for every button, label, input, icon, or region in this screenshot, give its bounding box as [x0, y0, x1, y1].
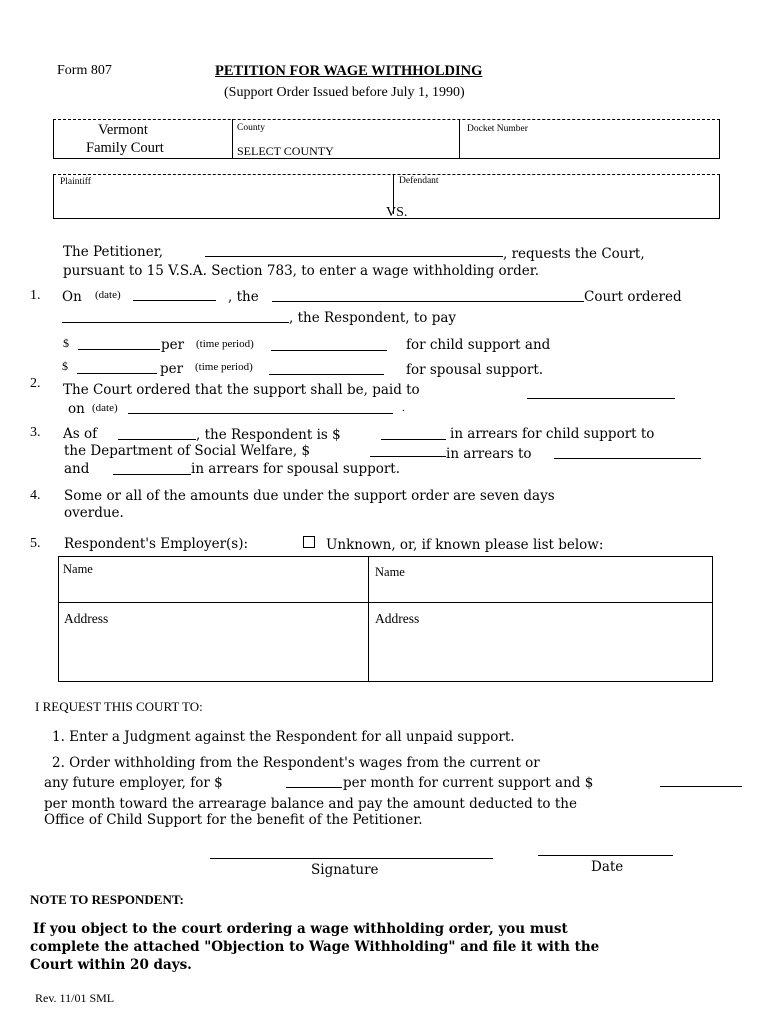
- item-1-per-2: per: [160, 361, 184, 377]
- item-3-amount-2-line: [370, 456, 446, 457]
- item-3-number: 3.: [30, 425, 41, 440]
- item-1-on: On: [62, 289, 82, 305]
- court-box-divider-2: [459, 119, 460, 159]
- item-1-court-line: [272, 301, 584, 302]
- item-3-amount-1-line: [381, 439, 446, 440]
- employer-table-divider-vertical: [368, 556, 369, 682]
- item-1-dollar-2: $: [62, 359, 68, 373]
- item-1-amount-1-line: [78, 349, 160, 350]
- intro-requests-text: , requests the Court,: [503, 246, 645, 262]
- date-field[interactable]: [540, 837, 671, 853]
- arrearage-amount-line: [660, 786, 742, 787]
- signature-label: Signature: [311, 862, 379, 878]
- date-line: [538, 855, 673, 856]
- item-1-time-hint-1: (time period): [196, 338, 254, 350]
- item-1-respondent-to-pay: , the Respondent, to pay: [289, 310, 457, 326]
- employer-1-address-field[interactable]: [64, 630, 364, 676]
- item-3-arrears-spousal-text: in arrears for spousal support.: [191, 461, 401, 477]
- item-3-as-of: As of: [63, 426, 98, 442]
- unknown-employer-checkbox[interactable]: [303, 536, 315, 548]
- petitioner-name-line: [205, 256, 503, 257]
- item-1-the: , the: [228, 289, 259, 305]
- item-1-number: 1.: [30, 288, 41, 303]
- employer-1-name-label: Name: [63, 562, 93, 576]
- employer-table-divider-horizontal: [58, 602, 713, 603]
- item-2-payee-line: [527, 398, 675, 399]
- item-3-in-arrears-to: in arrears to: [446, 446, 532, 462]
- employer-2-address-field[interactable]: [375, 630, 707, 676]
- versus-label: VS.: [386, 205, 408, 220]
- item-1-period-2-line: [269, 374, 384, 375]
- employer-2-address-label: Address: [375, 611, 420, 626]
- item-1-period-1-line: [271, 350, 387, 351]
- county-label: County: [237, 123, 265, 133]
- note-line-1: If you object to the court ordering a wage withholding order, you must: [33, 921, 568, 937]
- docket-number-label: Docket Number: [467, 124, 528, 134]
- item-4-line-1: Some or all of the amounts due under the support order are seven days: [64, 488, 555, 504]
- note-heading: NOTE TO RESPONDENT:: [30, 892, 184, 907]
- item-1-dollar-1: $: [63, 336, 69, 350]
- item-3-as-of-line: [118, 439, 196, 440]
- item-1-court-ordered: Court ordered: [584, 289, 682, 305]
- item-5-number: 5.: [30, 536, 41, 551]
- item-2-number: 2.: [30, 376, 41, 391]
- court-name-line1: Vermont: [98, 122, 148, 138]
- employer-2-name-label: Name: [375, 565, 405, 579]
- item-1-date-line: [133, 300, 216, 301]
- signature-line: [210, 858, 493, 859]
- item-2-text: The Court ordered that the support shall be, paid to: [63, 382, 420, 398]
- defendant-field[interactable]: [399, 192, 714, 210]
- request-2-line-4: Office of Child Support for the benefit of the Petitioner.: [44, 812, 423, 828]
- court-box-divider-1: [232, 119, 233, 159]
- item-1-spousal-support-text: for spousal support.: [406, 362, 544, 378]
- signature-field[interactable]: [212, 840, 490, 856]
- defendant-label: Defendant: [399, 176, 439, 186]
- item-1-amount-2-line: [77, 373, 157, 374]
- item-3-and: and: [64, 461, 90, 477]
- item-3-dept-text: the Department of Social Welfare, $: [64, 443, 311, 459]
- court-name-line2: Family Court: [86, 140, 164, 156]
- docket-number-field[interactable]: [467, 140, 712, 156]
- item-5-label: Respondent's Employer(s):: [64, 536, 249, 552]
- request-2-line-2b: per month for current support and $: [343, 775, 594, 791]
- item-2-date-hint: (date): [92, 402, 118, 414]
- item-4-number: 4.: [30, 488, 41, 503]
- request-2-line-2a: any future employer, for $: [44, 775, 223, 791]
- intro-statute-text: pursuant to 15 V.S.A. Section 783, to enter a wage withholding order.: [63, 263, 540, 279]
- item-3-amount-3-line: [113, 474, 191, 475]
- county-select[interactable]: SELECT COUNTY: [237, 144, 334, 158]
- employer-2-name-field[interactable]: [375, 581, 707, 599]
- item-1-per-1: per: [161, 337, 185, 353]
- item-2-period: .: [402, 402, 405, 414]
- employer-1-name-field[interactable]: [63, 578, 363, 596]
- note-line-3: Court within 20 days.: [30, 957, 192, 973]
- request-heading: I REQUEST THIS COURT TO:: [35, 699, 203, 714]
- plaintiff-field[interactable]: [60, 192, 385, 210]
- employer-1-address-label: Address: [64, 611, 109, 626]
- item-3-arrears-child-text: in arrears for child support to: [450, 426, 655, 442]
- request-1-text: 1. Enter a Judgment against the Respondent for all unpaid support.: [52, 729, 515, 745]
- form-subtitle: (Support Order Issued before July 1, 1990): [224, 85, 465, 100]
- request-2-line-3: per month toward the arrearage balance and pay the amount deducted to the: [44, 796, 577, 812]
- item-2-date-line: [128, 413, 393, 414]
- revision-note: Rev. 11/01 SML: [35, 991, 115, 1005]
- request-2-line-1: 2. Order withholding from the Respondent's wages from the current or: [52, 755, 540, 771]
- item-3-respondent-is: , the Respondent is $: [196, 427, 341, 443]
- date-label: Date: [591, 859, 624, 875]
- item-2-on: on: [68, 401, 85, 417]
- note-line-2: complete the attached "Objection to Wage Withholding" and file it with the: [30, 939, 600, 955]
- item-3-arrears-to-line: [554, 458, 701, 459]
- form-title: PETITION FOR WAGE WITHHOLDING: [215, 63, 483, 79]
- unknown-employer-text: Unknown, or, if known please list below:: [326, 537, 604, 553]
- intro-petitioner-label: The Petitioner,: [63, 244, 164, 260]
- item-1-date-hint: (date): [95, 289, 121, 301]
- item-1-respondent-line: [62, 322, 289, 323]
- item-1-child-support-text: for child support and: [406, 337, 551, 353]
- item-4-line-2: overdue.: [64, 505, 124, 521]
- plaintiff-label: Plaintiff: [60, 177, 91, 187]
- current-support-amount-line: [286, 787, 342, 788]
- form-number: Form 807: [57, 63, 112, 78]
- item-1-time-hint-2: (time period): [195, 361, 253, 373]
